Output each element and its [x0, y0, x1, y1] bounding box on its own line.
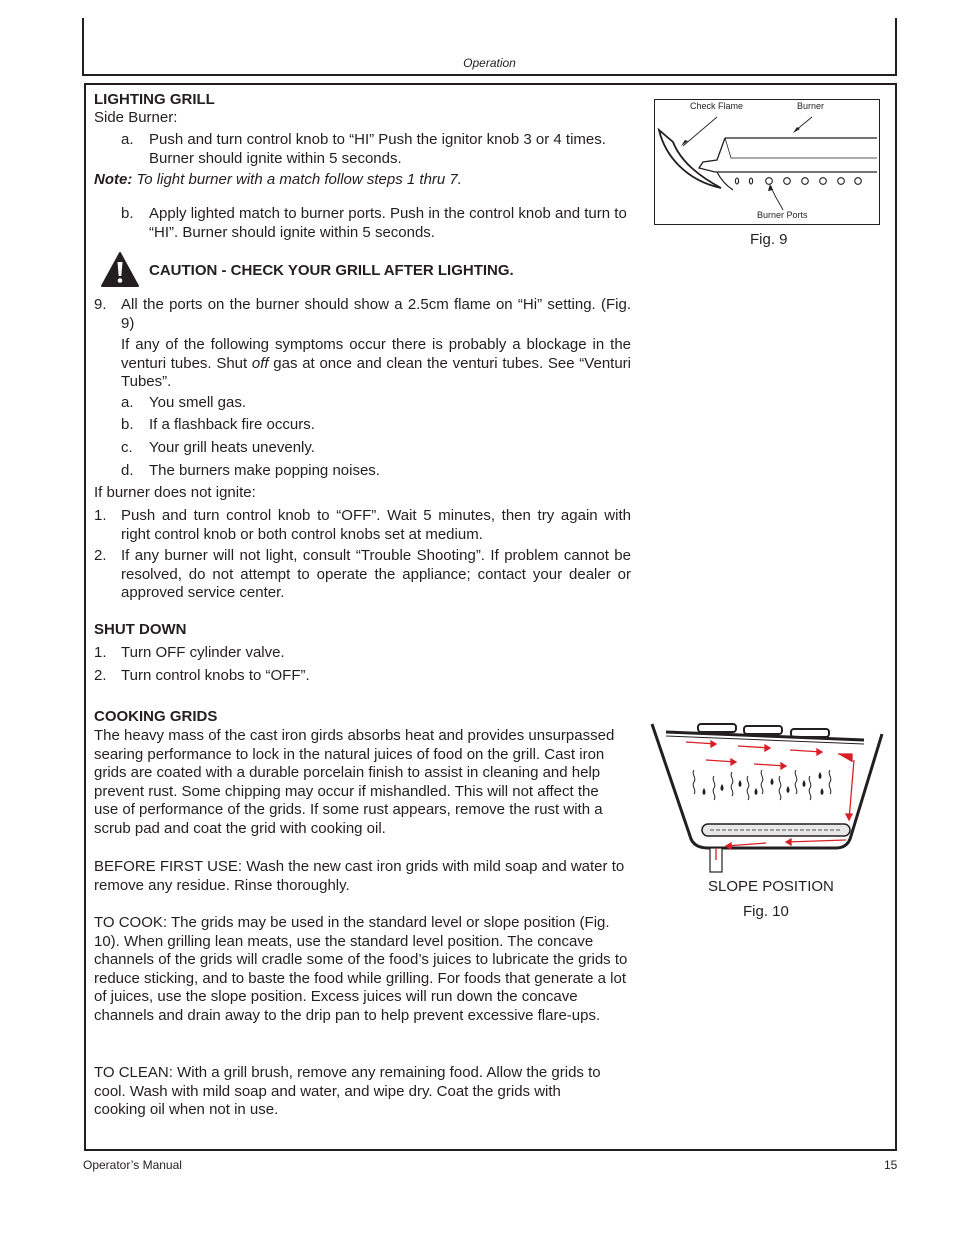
grids-paragraph-2: BEFORE FIRST USE: Wash the new cast iron grids with mild soap and water to remove any residue. Rinse thoroughly.	[94, 858, 625, 894]
symptom-label: d.	[121, 462, 134, 479]
shutdown-heading: SHUT DOWN	[94, 621, 187, 638]
no-ignite-2-text: If any burner will not light, consult “Trouble Shooting”. If problem cannot be resolved, do not attempt to operate the appliance; contact your dealer or approved service center.	[121, 547, 631, 601]
symptom-text: You smell gas.	[149, 394, 247, 411]
caution-text: CAUTION - CHECK YOUR GRILL AFTER LIGHTING.	[149, 262, 514, 279]
fig9-label-ports: Burner Ports	[757, 210, 808, 220]
no-ignite-1-label: 1.	[94, 507, 107, 524]
grids-paragraph-3: TO COOK: The grids may be used in the standard level or slope position (Fig. 10). When grilling lean meats, use the standard level position. The concave channels of the grids will cradle some of the food’s juices to lubricate the grids to reduce sticking, and to baste the food while grilling. For foods that generate a lot of juices, use the slope position. Excess juices will run down the concave channels and drain away to the drip pan to help prevent excessive flare-ups.	[94, 914, 628, 1024]
shutdown-2-label: 2.	[94, 667, 107, 684]
symptom-text: The burners make popping noises.	[149, 462, 380, 479]
warning-triangle-icon	[100, 251, 140, 288]
shutdown-2-text: Turn control knobs to “OFF”.	[121, 667, 310, 684]
note-label: Note:	[94, 171, 133, 188]
symptom-label: c.	[121, 439, 133, 456]
header-frame	[82, 18, 897, 76]
step-a-text: Push and turn control knob to “HI” Push the ignitor knob 3 or 4 times. Burner should ignite within 5 seconds.	[149, 131, 606, 167]
footer-title: Operator’s Manual	[83, 1158, 182, 1172]
page-number: 15	[884, 1158, 898, 1172]
lighting-subheading: Side Burner:	[94, 109, 178, 126]
fig9-illustration	[654, 99, 880, 225]
fig9-caption: Fig. 9	[750, 231, 788, 248]
fig10-position-label: SLOPE POSITION	[708, 878, 834, 895]
slope-grid-illustration	[646, 720, 886, 878]
section-title: Operation	[463, 56, 516, 70]
fig9-label-burner: Burner	[797, 101, 825, 111]
grids-paragraph-4: TO CLEAN: With a grill brush, remove any remaining food. Allow the grids to cool. Wash with mild soap and water, and wipe dry. Coat the grids with cooking oil when not in use.	[94, 1064, 601, 1118]
shutdown-1-text: Turn OFF cylinder valve.	[121, 644, 285, 661]
symptoms-intro	[121, 336, 631, 392]
step-9-label: 9.	[94, 296, 107, 313]
burner-drawing	[655, 100, 878, 223]
step-9-text: All the ports on the burner should show a 2.5cm flame on “Hi” setting. (Fig. 9)	[121, 296, 631, 332]
shutdown-1-label: 1.	[94, 644, 107, 661]
note-text: To light burner with a match follow steps 1 thru 7.	[136, 171, 462, 188]
no-ignite-intro: If burner does not ignite:	[94, 484, 256, 501]
symptom-label: b.	[121, 416, 134, 433]
symptom-label: a.	[121, 394, 134, 411]
step-a-label: a.	[121, 131, 134, 148]
symptoms-intro-pre: If any of the following symptoms occur there is probably a blockage in the venturi tubes. Shut	[121, 336, 631, 372]
grids-heading: COOKING GRIDS	[94, 708, 218, 725]
lighting-heading: LIGHTING GRILL	[94, 91, 215, 108]
fig10-caption: Fig. 10	[743, 903, 789, 920]
symptom-text: Your grill heats unevenly.	[149, 439, 315, 456]
step-b-text: Apply lighted match to burner ports. Push in the control knob and turn to “HI”. Burner should ignite within 5 seconds.	[149, 205, 627, 241]
grids-paragraph-1: The heavy mass of the cast iron girds absorbs heat and provides unsurpassed searing performance to lock in the natural juices of food on the grill. Cast iron grids are coated with a durable porcelain finish to assist in cleaning and help prevent rust. Some chipping may occur if mishandled. This will not affect the use of performance of the grids. If some rust appears, remove the rust with a scrub pad and coat the grid with cooking oil.	[94, 727, 615, 837]
no-ignite-1-text: Push and turn control knob to “OFF”. Wait 5 minutes, then try again with right control knob or both control knobs set at medium.	[121, 507, 631, 543]
fig9-label-check-flame: Check Flame	[690, 101, 744, 111]
note	[94, 171, 634, 190]
no-ignite-2-label: 2.	[94, 547, 107, 564]
symptom-text: If a flashback fire occurs.	[149, 416, 315, 433]
step-b-label: b.	[121, 205, 134, 222]
symptoms-intro-post: gas at once and clean the venturi tubes. See “Venturi Tubes”.	[121, 354, 632, 390]
symptoms-intro-off: off	[251, 354, 269, 372]
